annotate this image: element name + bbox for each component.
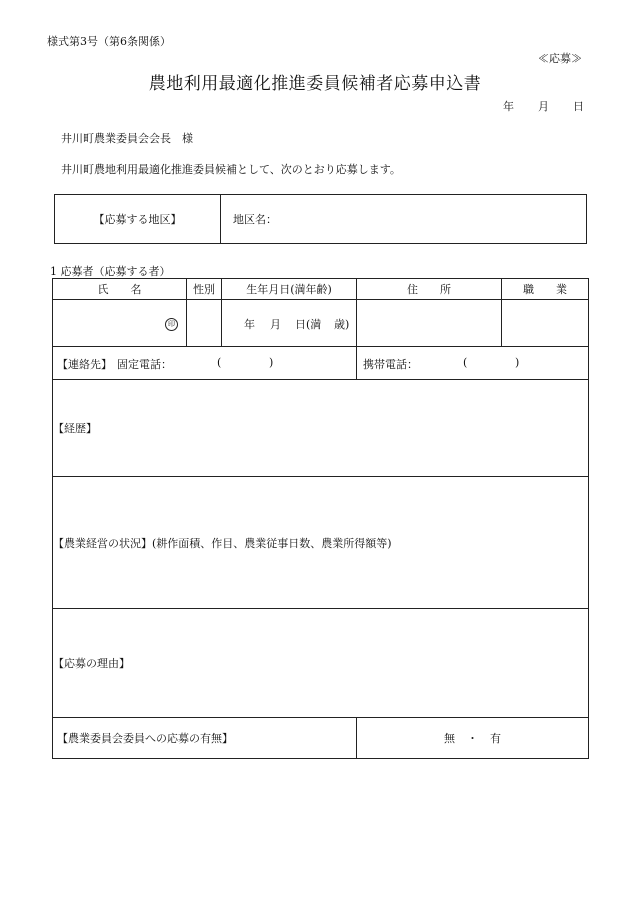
reason-label: 【応募の理由】	[53, 657, 130, 670]
header-sex: 性別	[187, 279, 222, 300]
date-month: 月	[538, 100, 549, 113]
addressee: 井川町農業委員会会長 様	[61, 132, 193, 145]
contact-label: 【連絡先】	[57, 358, 112, 371]
committee-label: 【農業委員会委員への応募の有無】	[53, 718, 357, 759]
farming-field[interactable]	[53, 477, 589, 609]
area-box	[54, 194, 587, 244]
header-occupation: 職 業	[502, 279, 589, 300]
area-name-label: 地区名：	[233, 213, 277, 226]
farming-label: 【農業経営の状況】(耕作面積、作目、農業従事日数、農業所得額等)	[53, 536, 392, 550]
form-number: 様式第3号（第6条関係）	[47, 35, 171, 48]
header-name: 氏 名	[53, 279, 187, 300]
birth-year: 年	[244, 318, 255, 331]
landline-label: 固定電話：	[117, 358, 172, 371]
header-birth: 生年月日(満年齢)	[222, 279, 357, 300]
mobile-paren-open: (	[463, 356, 468, 369]
birth-field[interactable]	[222, 300, 357, 347]
header-address: 住 所	[357, 279, 502, 300]
landline-field[interactable]	[53, 347, 357, 380]
area-name-field[interactable]	[221, 195, 277, 243]
applicant-table	[52, 278, 589, 759]
choice-yes[interactable]: 有	[490, 732, 501, 745]
birth-day: 日(満	[295, 318, 322, 331]
area-label: 【応募する地区】	[55, 195, 221, 243]
career-field[interactable]	[53, 380, 589, 477]
sex-field[interactable]	[187, 300, 222, 347]
date-day: 日	[573, 100, 584, 113]
seal-mark: 印	[165, 318, 178, 331]
reason-field[interactable]	[53, 609, 589, 718]
date-year: 年	[503, 100, 514, 113]
landline-paren-open: (	[217, 356, 222, 369]
committee-choice[interactable]	[357, 718, 589, 759]
choice-separator: ・	[467, 732, 478, 745]
intro-text: 井川町農地利用最適化推進委員候補として、次のとおり応募します。	[61, 163, 401, 176]
mobile-label: 携帯電話：	[363, 358, 418, 371]
form-kind: ≪応募≫	[538, 52, 582, 65]
page-title: 農地利用最適化推進委員候補者応募申込書	[148, 74, 482, 94]
mobile-paren-close: )	[515, 356, 520, 369]
career-label: 【経歴】	[53, 422, 97, 435]
section1-label: 1 応募者（応募する者）	[50, 265, 171, 278]
birth-month: 月	[270, 318, 281, 331]
birth-age: 歳)	[334, 318, 350, 331]
mobile-field[interactable]	[357, 347, 589, 380]
landline-paren-close: )	[269, 356, 274, 369]
address-field[interactable]	[357, 300, 502, 347]
occupation-field[interactable]	[502, 300, 589, 347]
choice-no[interactable]: 無	[444, 732, 455, 745]
name-field[interactable]	[53, 300, 187, 347]
